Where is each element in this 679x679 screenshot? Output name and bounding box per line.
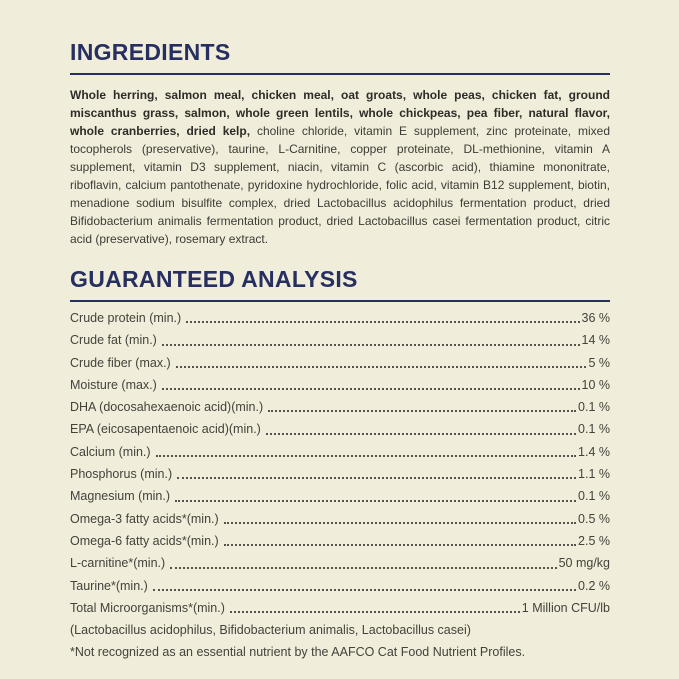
table-row — [70, 552, 610, 574]
dot-leader — [224, 522, 576, 524]
ingredients-section — [70, 40, 610, 248]
nutrient-label: Total Microorganisms*(min.) — [70, 600, 225, 615]
microorganisms-detail: (Lactobacillus acidophilus, Bifidobacterium animalis, Lactobacillus casei) — [70, 623, 471, 638]
table-row — [70, 352, 610, 374]
nutrient-value: 0.2 % — [578, 578, 610, 593]
nutrient-label: L-carnitine*(min.) — [70, 556, 166, 571]
dot-leader — [186, 321, 579, 323]
nutrient-value: 1 Million CFU/lb — [521, 600, 610, 615]
nutrient-label: Moisture (max.) — [70, 377, 157, 392]
nutrient-label: DHA (docosahexaenoic acid)(min.) — [70, 400, 264, 415]
nutrient-value: 1.1 % — [578, 467, 610, 482]
dot-leader — [153, 589, 576, 591]
guaranteed-analysis-section — [70, 267, 610, 663]
table-row — [70, 418, 610, 440]
nutrient-label: Crude protein (min.) — [70, 311, 182, 325]
ingredients-heading: INGREDIENTS — [70, 39, 231, 65]
table-row — [70, 485, 610, 507]
nutrient-value: 10 % — [581, 377, 610, 392]
table-row — [70, 396, 610, 418]
analysis-table — [70, 307, 610, 619]
nutrient-label: Phosphorus (min.) — [70, 467, 173, 482]
guaranteed-analysis-divider — [70, 300, 610, 302]
table-row — [70, 508, 610, 530]
ingredients-secondary-list: choline chloride, vitamin E supplement, zinc proteinate, mixed tocopherols (preservative), taurine, L-Carnitine, copper proteinate, DL-methionine, vitamin A supplement, vitamin D3 supplement, niacin, vitamin C (ascorbic acid), thiamine mononitrate, riboflavin, calcium pantothenate, pyridoxine hydrochloride, folic acid, vitamin B12 supplement, biotin, menadione sodium bisulfite complex, dried Lactobacillus acidophilus fermentation product, dried Bifidobacterium animalis fermentation product, dried Lactobacillus casei fermentation product, citric acid (preservative), rosemary extract. — [70, 124, 610, 246]
dot-leader — [162, 388, 580, 390]
dot-leader — [170, 567, 556, 569]
nutrient-label: Crude fiber (max.) — [70, 355, 171, 370]
dot-leader — [177, 477, 576, 479]
nutrient-value: 5 % — [588, 355, 610, 370]
dot-leader — [162, 344, 580, 346]
aafco-footnote: *Not recognized as an essential nutrient by the AAFCO Cat Food Nutrient Profiles. — [70, 645, 526, 660]
dot-leader — [176, 366, 587, 368]
nutrient-label: EPA (eicosapentaenoic acid)(min.) — [70, 422, 261, 437]
nutrient-label: Crude fat (min.) — [70, 333, 157, 348]
ingredients-divider — [70, 73, 610, 75]
nutrient-value: 0.5 % — [578, 511, 610, 526]
dot-leader — [156, 455, 576, 457]
table-row — [70, 597, 610, 619]
nutrient-label: Taurine*(min.) — [70, 578, 148, 593]
table-row — [70, 307, 610, 329]
dot-leader — [175, 500, 576, 502]
nutrient-value: 14 % — [581, 333, 610, 348]
ingredients-primary-list: Whole herring, salmon meal, chicken meal, oat groats, whole peas, chicken fat, ground miscanthus grass, salmon, whole green lentils, whole chickpeas, pea fiber, natural flavor, whole cranberries, dried kelp, — [70, 88, 610, 138]
table-row — [70, 463, 610, 485]
nutrient-value: 1.4 % — [578, 444, 610, 459]
nutrient-value: 0.1 % — [578, 400, 610, 415]
nutrient-label: Calcium (min.) — [70, 444, 151, 459]
nutrient-label: Omega-3 fatty acids*(min.) — [70, 511, 219, 526]
nutrient-label: Magnesium (min.) — [70, 489, 171, 504]
nutrient-label: Omega-6 fatty acids*(min.) — [70, 533, 219, 548]
nutrient-value: 0.1 % — [578, 489, 610, 504]
guaranteed-analysis-heading: GUARANTEED ANALYSIS — [70, 266, 358, 292]
dot-leader — [230, 611, 520, 613]
nutrient-value: 36 % — [581, 311, 610, 325]
table-row — [70, 530, 610, 552]
ingredients-text — [70, 86, 610, 248]
table-row — [70, 441, 610, 463]
dot-leader — [268, 410, 576, 412]
table-row — [70, 575, 610, 597]
dot-leader — [224, 544, 576, 546]
nutrient-value: 2.5 % — [578, 533, 610, 548]
table-row — [70, 329, 610, 351]
nutrient-value: 50 mg/kg — [558, 556, 610, 571]
table-row — [70, 374, 610, 396]
dot-leader — [266, 433, 576, 435]
nutrient-value: 0.1 % — [578, 422, 610, 437]
